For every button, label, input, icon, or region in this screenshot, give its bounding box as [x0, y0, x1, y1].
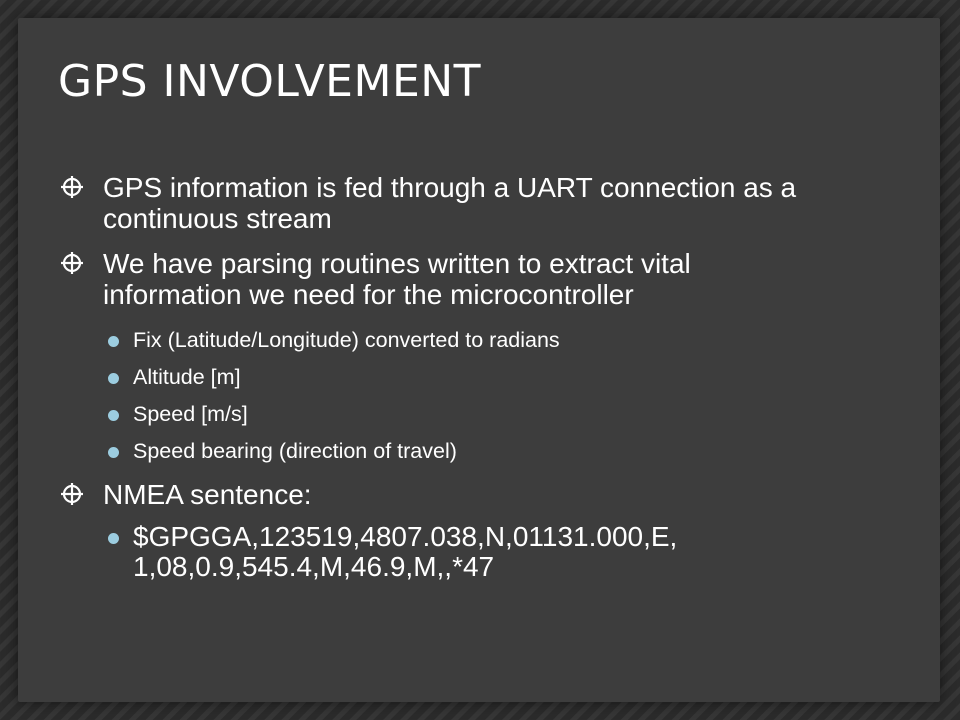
circle-bullet-icon	[108, 336, 119, 347]
sub-bullet-fix	[60, 328, 830, 352]
target-bullet-icon	[60, 175, 84, 199]
bullet-parsing	[60, 248, 830, 310]
sub-bullet-text: Fix (Latitude/Longitude) converted to radians	[133, 328, 560, 352]
sub-bullet-text: Speed [m/s]	[133, 402, 248, 426]
circle-bullet-icon	[108, 373, 119, 384]
bullet-text: GPS information is fed through a UART connection as a continuous stream	[103, 172, 797, 234]
circle-bullet-icon	[108, 447, 119, 458]
circle-bullet-icon	[108, 533, 119, 544]
bullet-text: NMEA sentence:	[103, 479, 312, 510]
sub-bullet-nmea-sentence	[60, 522, 830, 582]
bullet-list	[60, 172, 830, 595]
target-bullet-icon	[60, 251, 84, 275]
sub-bullet-text: Speed bearing (direction of travel)	[133, 439, 457, 463]
sub-bullet-text: Altitude [m]	[133, 365, 241, 389]
sub-bullet-bearing	[60, 439, 830, 463]
sub-bullet-text: $GPGGA,123519,4807.038,N,01131.000,E, 1,08,0.9,545.4,M,46.9,M,,*47	[133, 521, 678, 582]
sub-bullet-speed	[60, 402, 830, 426]
bullet-uart	[60, 172, 830, 234]
target-bullet-icon	[60, 482, 84, 506]
circle-bullet-icon	[108, 410, 119, 421]
bullet-text: We have parsing routines written to extract vital information we need for the microcontroller	[103, 248, 691, 310]
bullet-nmea	[60, 479, 830, 510]
sub-bullet-altitude	[60, 365, 830, 389]
slide-title: GPS INVOLVEMENT	[58, 56, 482, 107]
